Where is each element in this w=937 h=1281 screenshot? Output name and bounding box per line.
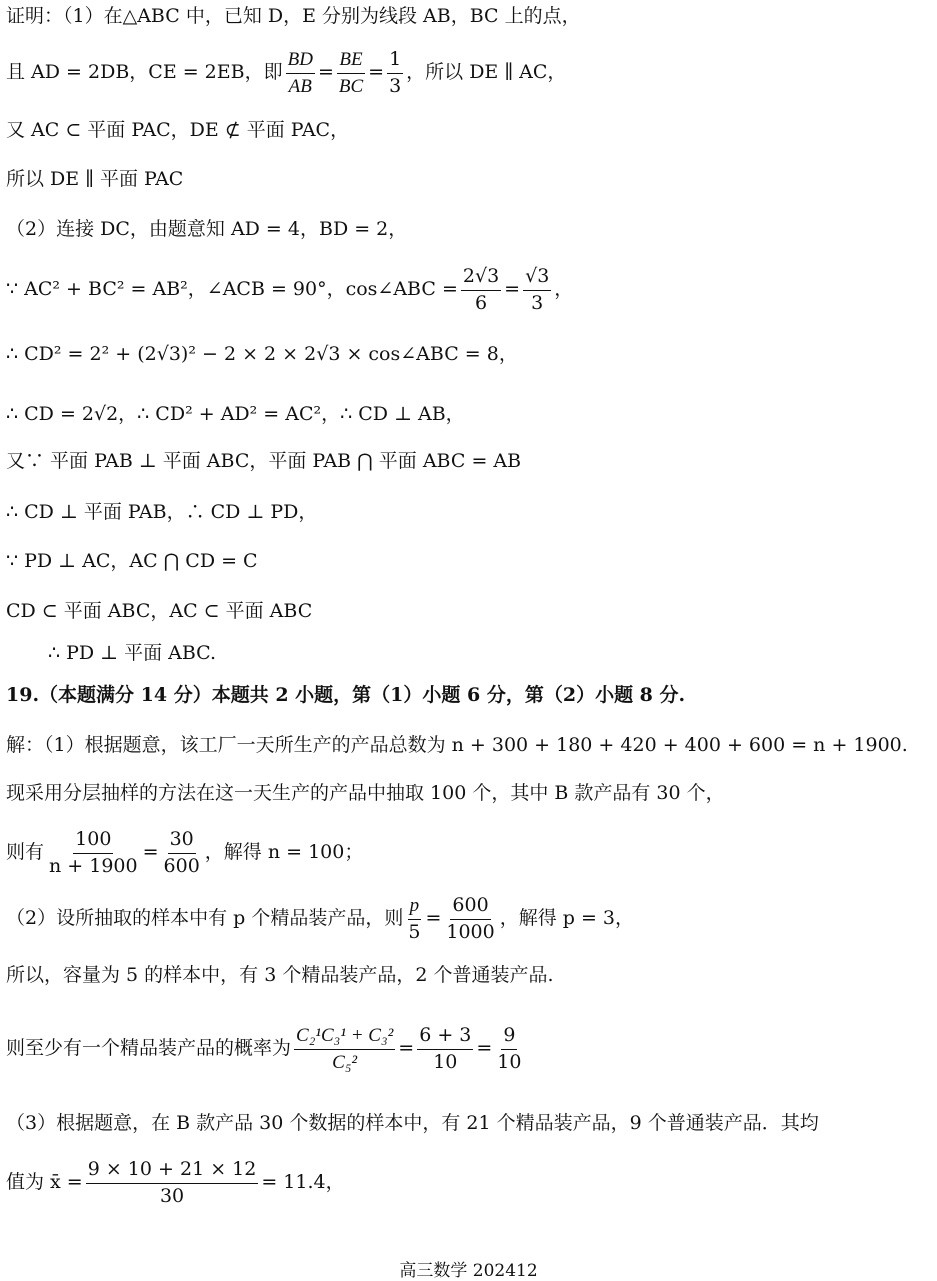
fraction: $\frac{√3}{3}$ [525, 264, 550, 314]
solution-line-6: 则至少有一个精品装产品的概率为 $\frac{\text{C₂¹C₃¹ + C₃²}}{\text{C₅²}}$ = $\frac{6 + 3}{10}$ = $\frac{9}{10}$ [6, 1023, 522, 1073]
fraction: $\frac{9}{10}$ [497, 1023, 522, 1073]
fraction: $\frac{2√3}{6}$ [462, 264, 500, 314]
fraction: $\frac{9 \times 10 + 21 \times 12}{30}$ [87, 1157, 257, 1207]
proof-conclusion: ∴ PD ⊥ 平面 ABC. [48, 642, 217, 665]
fraction: $\frac{BD}{AB}$ [287, 48, 313, 97]
solution-line-4: （2）设所抽取的样本中有 p 个精品装产品，则 $\frac{p}{5}$ = $\frac{600}{1000}$ ，解得 p = 3， [6, 893, 635, 943]
solution-line-8: 值为 x̄ = $\frac{9 \times 10 + 21 \times 12}{30}$ = 11.4， [6, 1157, 345, 1207]
proof-line-5: （2）连接 DC，由题意知 AD = 4，BD = 2， [6, 218, 408, 241]
fraction: $\frac{100}{n + 1900}$ [49, 827, 138, 877]
solution-line-1: 解：（1）根据题意，该工厂一天所生产的产品总数为 n + 300 + 180 + 420 + 400 + 600 = n + 1900. [6, 734, 908, 757]
solution-line-5: 所以，容量为 5 的样本中，有 3 个精品装产品，2 个普通装产品. [6, 964, 554, 987]
solution-line-3: 则有 $\frac{100}{n + 1900}$ = $\frac{30}{600}$ ，解得 n = 100； [6, 827, 364, 877]
proof-line-8: ∴ CD = 2√2，∴ CD² + AD² = AC²，∴ CD ⊥ AB， [6, 403, 465, 426]
proof-line-9: 又∵ 平面 PAB ⊥ 平面 ABC，平面 PAB ⋂ 平面 ABC = AB [6, 450, 522, 473]
fraction: $\frac{p}{5}$ [408, 894, 421, 943]
fraction: $\frac{BE}{BC}$ [338, 48, 364, 97]
proof-line-3: 又 AC ⊂ 平面 PAC，DE ⊄ 平面 PAC， [6, 119, 350, 142]
fraction: $\frac{6 + 3}{10}$ [419, 1023, 472, 1073]
proof-line-11: ∵ PD ⊥ AC，AC ⋂ CD = C [6, 550, 258, 573]
fraction: $\frac{600}{1000}$ [446, 893, 495, 943]
fraction: $\frac{1}{3}$ [389, 47, 402, 97]
proof-line-7: ∴ CD² = 2² + (2√3)² − 2 × 2 × 2√3 × cos∠ABC = 8， [6, 343, 518, 366]
proof-line-4: 所以 DE ∥ 平面 PAC [6, 168, 184, 191]
fraction: $\frac{30}{600}$ [163, 827, 200, 877]
proof-line-12: CD ⊂ 平面 ABC，AC ⊂ 平面 ABC [6, 600, 313, 623]
proof-line-1: 证明：（1）在△ABC 中，已知 D，E 分别为线段 AB，BC 上的点， [6, 5, 581, 28]
page-footer: 高三数学 202412 [399, 1261, 538, 1281]
fraction: $\frac{\text{C₂¹C₃¹ + C₃²}}{\text{C₅²}}$ [296, 1024, 394, 1073]
question-19-header: 19.（本题满分 14 分）本题共 2 小题，第（1）小题 6 分，第（2）小题 8 分. [6, 684, 686, 707]
solution-line-2: 现采用分层抽样的方法在这一天生产的产品中抽取 100 个，其中 B 款产品有 30 个， [6, 782, 725, 805]
solution-line-7: （3）根据题意，在 B 款产品 30 个数据的样本中，有 21 个精品装产品，9 个普通装产品．其均 [6, 1112, 819, 1135]
proof-line-2: 且 AD = 2DB，CE = 2EB，即 $\frac{BD}{AB}$ = $\frac{BE}{BC}$ = $\frac{1}{3}$ ，所以 DE ∥ AC， [6, 47, 567, 97]
proof-line-6: ∵ AC² + BC² = AB²，∠ACB = 90°，cos∠ABC = $\frac{2√3}{6}$ = $\frac{√3}{3}$ ， [6, 264, 574, 314]
proof-line-10: ∴ CD ⊥ 平面 PAB，∴ CD ⊥ PD， [6, 501, 318, 524]
